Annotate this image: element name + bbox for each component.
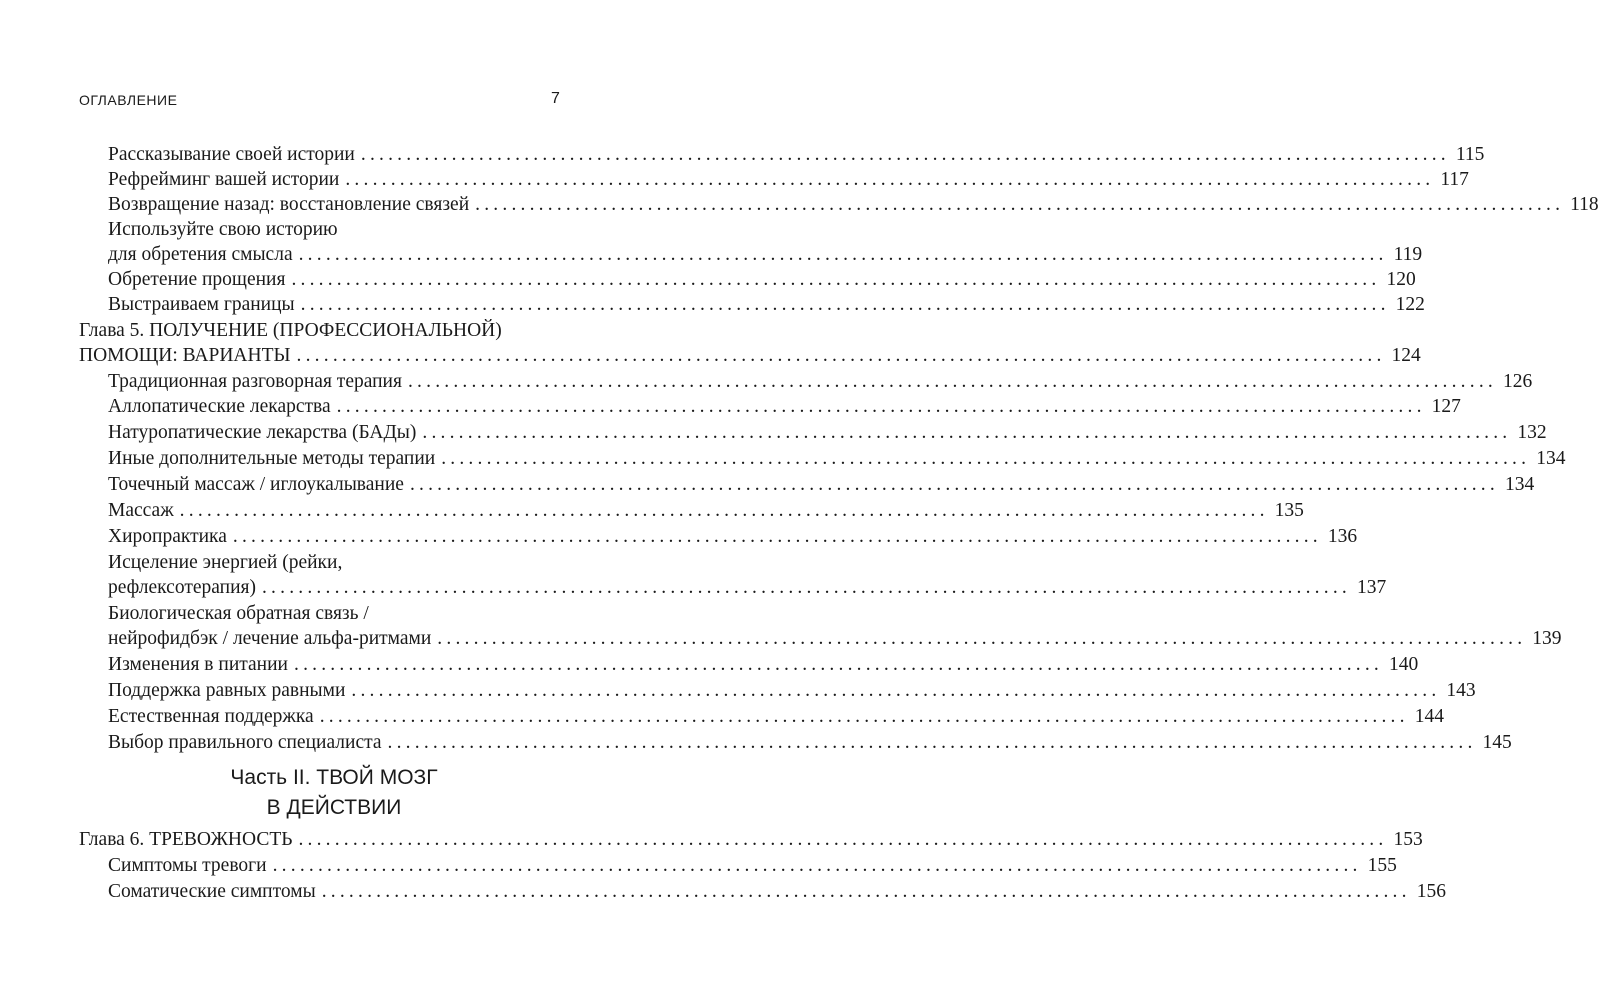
toc-entry-title: нейрофидбэк / лечение альфа-ритмами (108, 628, 432, 649)
toc-entry-title: рефлексотерапия) (108, 577, 256, 598)
toc-entry[interactable] (108, 242, 1423, 268)
leader-dots: ........................................................................................................................ (296, 345, 1386, 366)
toc-entry[interactable] (108, 267, 1416, 293)
page-number: 7 (551, 90, 560, 107)
toc-entry-title: Исцеление энергией (рейки, (108, 552, 343, 573)
toc-entry-title: Биологическая обратная связь / (108, 603, 369, 624)
toc-entry-title: Хиропрактика (108, 526, 227, 547)
toc-entry[interactable] (108, 652, 1419, 678)
toc-entry-title: Иные дополнительные методы терапии (108, 448, 436, 469)
toc-entry[interactable] (108, 575, 1387, 601)
leader-dots: ........................................................................................................................ (360, 144, 1450, 165)
toc-entry-page: 118 (1570, 194, 1599, 215)
toc-entry-page: 117 (1440, 169, 1469, 190)
toc-entry[interactable] (108, 879, 1446, 905)
leader-dots: ........................................................................................................................ (345, 169, 1435, 190)
leader-dots: ........................................................................................................................ (321, 881, 1411, 902)
toc-entry-page: 119 (1393, 244, 1423, 265)
toc-entry[interactable] (108, 192, 1599, 218)
toc-entry-page: 139 (1532, 628, 1562, 649)
chapter-heading-line1[interactable] (79, 318, 560, 344)
toc-entry-title: Массаж (108, 500, 174, 521)
toc-entry-page: 135 (1274, 500, 1304, 521)
toc-entry-page: 132 (1517, 422, 1547, 443)
leader-dots: ........................................................................................................................ (437, 628, 1527, 649)
toc-entry-page: 144 (1414, 706, 1444, 727)
leader-dots: ........................................................................................................................ (409, 474, 1499, 495)
toc-entry-title: Соматические симптомы (108, 881, 316, 902)
toc-entry-title: Выбор правильного специалиста (108, 732, 382, 753)
toc-entry-line1[interactable] (108, 550, 560, 576)
toc-entry-page: 120 (1386, 269, 1416, 290)
toc-entry-title: Изменения в питании (108, 654, 288, 675)
toc-entry-title: Возвращение назад: восстановление связей (108, 194, 470, 215)
toc-entry-title: Рефрейминг вашей истории (108, 169, 340, 190)
toc-entry[interactable] (108, 369, 1533, 395)
toc-entry[interactable] (108, 678, 1476, 704)
leader-dots: ........................................................................................................................ (422, 422, 1512, 443)
toc-entry[interactable] (108, 167, 1469, 193)
leader-dots: ........................................................................................................................ (319, 706, 1409, 727)
toc-entry-page: 126 (1502, 371, 1533, 392)
leader-dots: ........................................................................................................................ (298, 829, 1388, 850)
leader-dots: ........................................................................................................................ (291, 269, 1381, 290)
toc-entry-title: Традиционная разговорная терапия (108, 371, 402, 392)
toc-entry-line1[interactable] (108, 601, 560, 627)
toc-entry-page: 156 (1416, 881, 1446, 902)
toc-entry[interactable] (108, 730, 1512, 756)
toc-entry-title: Выстраиваем границы (108, 294, 295, 315)
toc-entry-page: 136 (1327, 526, 1358, 547)
toc-entry-page: 145 (1482, 732, 1512, 753)
chapter-title: Глава 6. ТРЕВОЖНОСТЬ (79, 829, 293, 850)
leader-dots: ........................................................................................................................ (294, 654, 1383, 675)
toc-entry-page: 137 (1356, 577, 1387, 598)
toc-entry[interactable] (108, 420, 1547, 446)
toc-entry-page: 122 (1395, 294, 1425, 315)
toc-entry-page: 140 (1389, 654, 1419, 675)
toc-entry-page: 134 (1536, 448, 1566, 469)
leader-dots: ........................................................................................................................ (261, 577, 1351, 598)
toc-entry-page: 155 (1367, 855, 1397, 876)
part-title-line2[interactable]: В ДЕЙСТВИИ (266, 796, 402, 819)
toc-entry-page: 115 (1455, 144, 1485, 165)
toc-entry[interactable] (108, 446, 1566, 472)
toc-entry[interactable] (108, 853, 1397, 879)
toc-entry[interactable] (108, 394, 1461, 420)
leader-dots: ........................................................................................................................ (387, 732, 1477, 753)
leader-dots: ........................................................................................................................ (298, 244, 1388, 265)
leader-dots: ........................................................................................................................ (441, 448, 1531, 469)
toc-entry-title: Симптомы тревоги (108, 855, 267, 876)
part-title-line1[interactable]: Часть II. ТВОЙ МОЗГ (230, 766, 438, 789)
toc-entry-page: 127 (1431, 396, 1461, 417)
chapter-page: 124 (1391, 345, 1421, 366)
toc-entry-page: 134 (1504, 474, 1535, 495)
toc-entry-title: Рассказывание своей истории (108, 144, 355, 165)
chapter-title: ПОМОЩИ: ВАРИАНТЫ (79, 345, 291, 366)
chapter-page: 153 (1393, 829, 1423, 850)
toc-entry-title: Используйте свою историю (108, 219, 338, 240)
toc-entry-title: Естественная поддержка (108, 706, 314, 727)
leader-dots: ........................................................................................................................ (351, 680, 1441, 701)
chapter-title: Глава 5. ПОЛУЧЕНИЕ (ПРОФЕССИОНАЛЬНОЙ) (79, 320, 502, 341)
toc-entry-title: Аллопатические лекарства (108, 396, 331, 417)
leader-dots: ........................................................................................................................ (407, 371, 1497, 392)
running-head: ОГЛАВЛЕНИЕ (79, 92, 178, 108)
leader-dots: ........................................................................................................................ (232, 526, 1322, 547)
toc-entry-title: Поддержка равных равными (108, 680, 346, 701)
toc-entry-title: Точечный массаж / иглоукалывание (108, 474, 404, 495)
leader-dots: ........................................................................................................................ (179, 500, 1269, 521)
toc-entry[interactable] (108, 498, 1304, 524)
chapter-entry[interactable] (79, 343, 1421, 369)
toc-entry-title: Обретение прощения (108, 269, 286, 290)
leader-dots: ........................................................................................................................ (272, 855, 1362, 876)
toc-entry[interactable] (108, 472, 1535, 498)
leader-dots: ........................................................................................................................ (300, 294, 1390, 315)
toc-entry-title: для обретения смысла (108, 244, 293, 265)
toc-entry[interactable] (108, 626, 1562, 652)
toc-entry[interactable] (108, 142, 1485, 168)
toc-entry[interactable] (108, 524, 1358, 550)
toc-entry[interactable] (108, 704, 1444, 730)
toc-entry-page: 143 (1446, 680, 1476, 701)
leader-dots: ........................................................................................................................ (336, 396, 1426, 417)
toc-entry-line1[interactable] (108, 217, 560, 243)
toc-entry[interactable] (108, 292, 1425, 318)
leader-dots: ........................................................................................................................ (475, 194, 1565, 215)
chapter-entry[interactable] (79, 827, 1423, 853)
toc-entry-title: Натуропатические лекарства (БАДы) (108, 422, 417, 443)
